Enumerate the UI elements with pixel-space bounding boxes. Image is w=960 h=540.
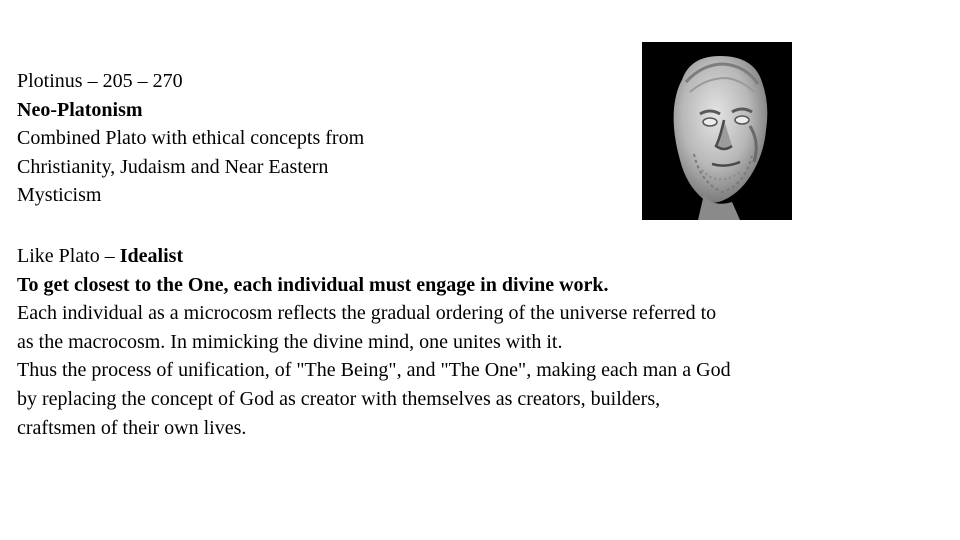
microcosm-line-2: as the macrocosm. In mimicking the divine mind, one unites with it. (17, 330, 563, 353)
like-plato-line (17, 242, 731, 271)
unification-line-2: by replacing the concept of God as creator with themselves as creators, builders, (17, 387, 661, 410)
divine-work-line: To get closest to the One, each individual must engage in divine work. (17, 273, 609, 296)
unification-line-1: Thus the process of unification, of "The Being", and "The One", making each man a God (17, 359, 731, 382)
body-text-block (17, 242, 731, 442)
school-title: Neo-Platonism (17, 98, 143, 121)
idealist-term: Idealist (119, 245, 184, 267)
microcosm-line-1: Each individual as a microcosm reflects the gradual ordering of the universe referred to (17, 302, 717, 325)
name-dates: Plotinus – 205 – 270 (17, 70, 183, 92)
plotinus-bust-image (642, 42, 792, 220)
like-plato-prefix: Like Plato – (17, 245, 120, 267)
description-line-2: Christianity, Judaism and Near Eastern (17, 155, 329, 178)
unification-line-3: craftsmen of their own lives. (17, 416, 247, 439)
description-line-1: Combined Plato with ethical concepts from (17, 127, 365, 150)
intro-text-block (17, 67, 364, 210)
description-line-3: Mysticism (17, 184, 102, 207)
bust-illustration (642, 42, 792, 220)
